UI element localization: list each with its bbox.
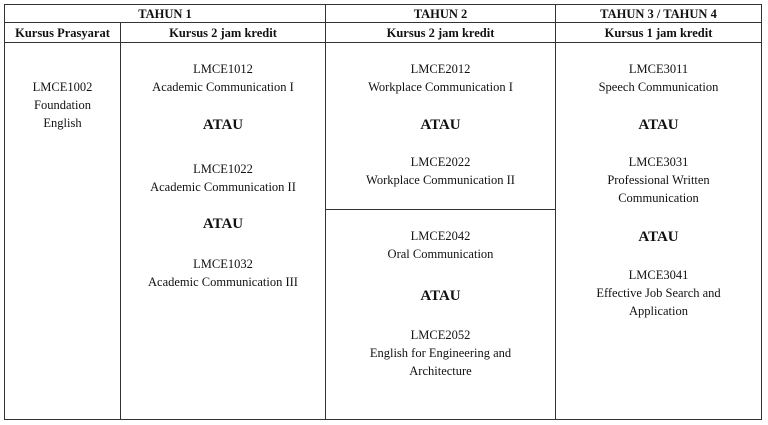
y34-c2-name-line1: Professional Written [607,173,710,187]
y1-course-2 [121,160,325,196]
prereq-code: LMCE1002 [32,80,93,94]
y2-or-2: ATAU [420,288,461,304]
y1-c2-code: LMCE1022 [193,162,253,176]
y1-c1-code: LMCE1012 [193,62,253,76]
y1-course-1 [121,60,325,96]
y34-c3-code: LMCE3041 [628,268,689,282]
y34-course-2 [556,153,761,207]
y1-c3-code: LMCE1032 [193,257,253,271]
y2-c4-code: LMCE2052 [410,328,471,342]
y34-c2-code: LMCE3031 [628,155,689,169]
y2-or-1: ATAU [420,117,461,133]
y2-course-3 [326,227,555,263]
prereq-name-line1: Foundation [34,98,91,112]
divider-header-row2 [5,42,761,43]
divider-header-row1 [5,22,761,23]
prereq-name-line2: English [43,116,82,130]
header-year34: TAHUN 3 / TAHUN 4 [600,7,717,21]
y34-c1-code: LMCE3011 [628,62,689,76]
header-year2: TAHUN 2 [413,7,468,21]
y1-course-3 [121,255,325,291]
y2-c2-name: Workplace Communication II [366,173,515,187]
y2-c2-code: LMCE2022 [410,155,471,169]
prereq-course [5,78,120,132]
y2-c4-name-line2: Architecture [409,364,472,378]
header-year2-credit: Kursus 2 jam kredit [386,26,495,40]
y2-c1-name: Workplace Communication I [368,80,513,94]
y34-c1-name: Speech Communication [598,80,719,94]
y34-course-1 [556,60,761,96]
y2-c3-code: LMCE2042 [410,229,471,243]
course-table [4,4,762,420]
y2-course-2 [326,153,555,189]
header-year1: TAHUN 1 [138,7,192,21]
y34-c3-name-line2: Application [628,304,688,318]
y1-c2-name: Academic Communication II [150,180,296,194]
y34-course-3 [556,266,761,320]
y1-or-1: ATAU [202,117,244,133]
y34-c3-name-line1: Effective Job Search and [596,286,721,300]
y1-or-2: ATAU [202,216,244,232]
y2-c3-name: Oral Communication [387,247,494,261]
y2-c1-code: LMCE2012 [410,62,471,76]
y1-c3-name: Academic Communication III [148,275,298,289]
y2-c4-name-line1: English for Engineering and [369,346,512,360]
y34-c2-name-line2: Communication [618,191,699,205]
y34-or-2: ATAU [638,229,679,245]
header-year34-credit: Kursus 1 jam kredit [604,26,713,40]
header-year1-credit: Kursus 2 jam kredit [169,26,277,40]
y1-c1-name: Academic Communication I [152,80,294,94]
header-prereq: Kursus Prasyarat [15,26,110,40]
divider-year2-split [326,209,555,210]
y2-course-1 [326,60,555,96]
y34-or-1: ATAU [638,117,679,133]
y2-course-4 [326,326,555,380]
